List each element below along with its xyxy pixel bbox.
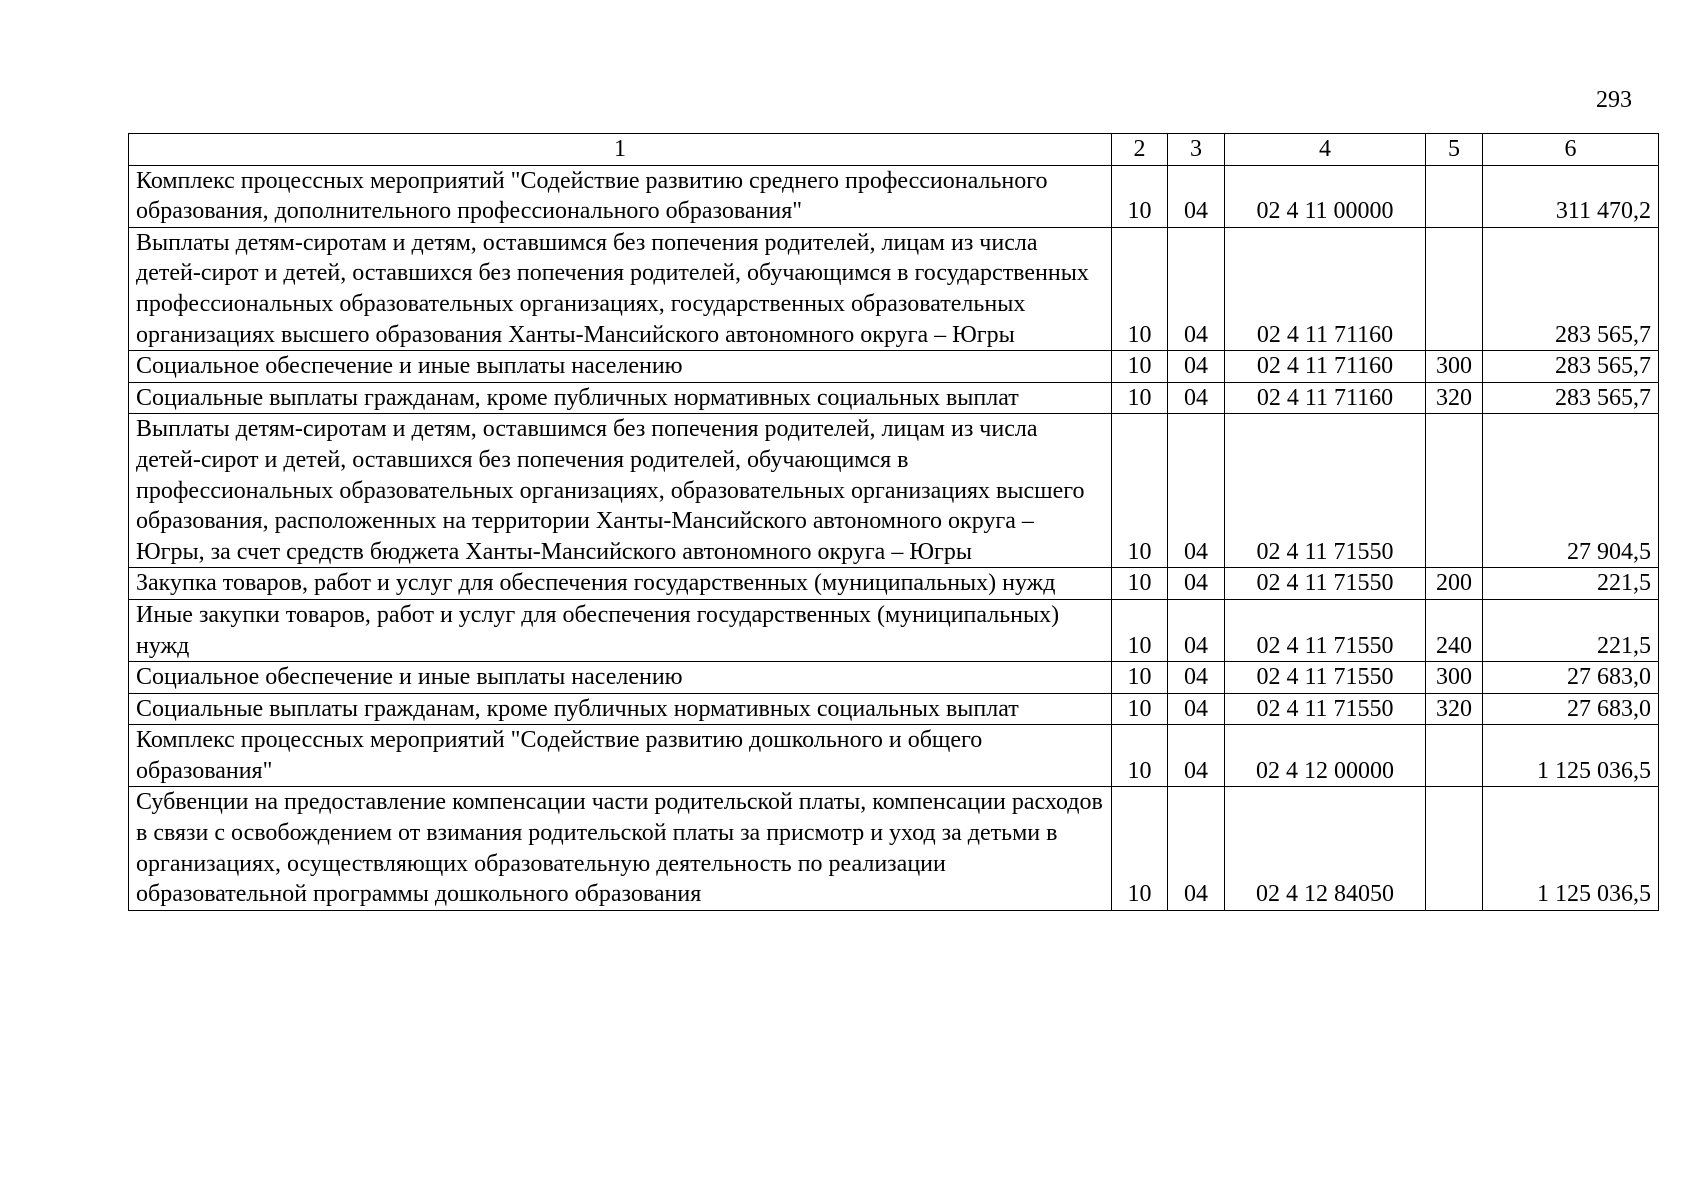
header-col-1: 1 [129,134,1112,166]
row-subsection-code: 04 [1168,382,1225,414]
table-row [129,382,1659,414]
header-col-6: 6 [1483,134,1659,166]
table-row [129,227,1659,350]
table-body [129,165,1659,910]
row-section-code: 10 [1112,693,1168,725]
row-subsection-code: 04 [1168,414,1225,568]
row-target-article-code: 02 4 11 71550 [1225,693,1426,725]
row-expense-type-code [1426,414,1483,568]
row-target-article-code: 02 4 12 84050 [1225,787,1426,910]
row-section-code: 10 [1112,227,1168,350]
row-description: Выплаты детям-сиротам и детям, оставшимся без попечения родителей, лицам из числа детей-сирот и детей, оставшихся без попечения родителей, обучающимся в профессиональных образовательных организациях, образовательных организациях высшего образования, расположенных на территории Ханты-Мансийского автономного округа – Югры, за счет средств бюджета Ханты-Мансийского автономного округа – Югры [129,414,1112,568]
table-row [129,662,1659,694]
row-target-article-code: 02 4 11 00000 [1225,165,1426,227]
row-amount: 27 683,0 [1483,693,1659,725]
row-target-article-code: 02 4 11 71160 [1225,351,1426,383]
row-amount: 283 565,7 [1483,227,1659,350]
page-number: 293 [1596,87,1632,113]
row-section-code: 10 [1112,787,1168,910]
row-amount: 221,5 [1483,599,1659,661]
row-description: Закупка товаров, работ и услуг для обеспечения государственных (муниципальных) нужд [129,568,1112,600]
table-row [129,693,1659,725]
row-section-code: 10 [1112,351,1168,383]
row-target-article-code: 02 4 11 71160 [1225,382,1426,414]
table-row [129,568,1659,600]
row-subsection-code: 04 [1168,599,1225,661]
row-amount: 311 470,2 [1483,165,1659,227]
budget-table [128,133,1659,911]
row-target-article-code: 02 4 11 71550 [1225,662,1426,694]
table-row [129,165,1659,227]
table-row [129,787,1659,910]
row-description: Социальные выплаты гражданам, кроме публичных нормативных социальных выплат [129,693,1112,725]
header-col-3: 3 [1168,134,1225,166]
row-description: Социальное обеспечение и иные выплаты населению [129,351,1112,383]
row-amount: 283 565,7 [1483,382,1659,414]
table-header-row [129,134,1659,166]
row-section-code: 10 [1112,382,1168,414]
row-description: Субвенции на предоставление компенсации части родительской платы, компенсации расходов в связи с освобождением от взимания родительской платы за присмотр и уход за детьми в организациях, осуществляющих образовательную деятельность по реализации образовательной программы дошкольного образования [129,787,1112,910]
row-amount: 221,5 [1483,568,1659,600]
row-amount: 1 125 036,5 [1483,787,1659,910]
row-section-code: 10 [1112,599,1168,661]
row-expense-type-code: 240 [1426,599,1483,661]
table-row [129,351,1659,383]
row-subsection-code: 04 [1168,165,1225,227]
row-section-code: 10 [1112,165,1168,227]
row-expense-type-code: 200 [1426,568,1483,600]
row-subsection-code: 04 [1168,227,1225,350]
row-amount: 1 125 036,5 [1483,725,1659,787]
row-amount: 283 565,7 [1483,351,1659,383]
row-expense-type-code: 320 [1426,693,1483,725]
row-subsection-code: 04 [1168,662,1225,694]
row-section-code: 10 [1112,662,1168,694]
row-expense-type-code [1426,725,1483,787]
header-col-2: 2 [1112,134,1168,166]
header-col-4: 4 [1225,134,1426,166]
row-section-code: 10 [1112,568,1168,600]
row-expense-type-code: 300 [1426,351,1483,383]
row-subsection-code: 04 [1168,568,1225,600]
table-row [129,599,1659,661]
row-amount: 27 904,5 [1483,414,1659,568]
row-target-article-code: 02 4 11 71550 [1225,568,1426,600]
row-target-article-code: 02 4 12 00000 [1225,725,1426,787]
row-expense-type-code: 300 [1426,662,1483,694]
row-description: Комплекс процессных мероприятий "Содействие развитию дошкольного и общего образования" [129,725,1112,787]
header-col-5: 5 [1426,134,1483,166]
row-description: Комплекс процессных мероприятий "Содействие развитию среднего профессионального образования, дополнительного профессионального образования" [129,165,1112,227]
row-section-code: 10 [1112,725,1168,787]
row-expense-type-code [1426,165,1483,227]
row-subsection-code: 04 [1168,725,1225,787]
row-description: Иные закупки товаров, работ и услуг для обеспечения государственных (муниципальных) нужд [129,599,1112,661]
row-description: Выплаты детям-сиротам и детям, оставшимся без попечения родителей, лицам из числа детей-сирот и детей, оставшихся без попечения родителей, обучающимся в государственных профессиональных образовательных организациях, государственных образовательных организациях высшего образования Ханты-Мансийского автономного округа – Югры [129,227,1112,350]
row-target-article-code: 02 4 11 71160 [1225,227,1426,350]
row-expense-type-code [1426,227,1483,350]
table-row [129,725,1659,787]
row-section-code: 10 [1112,414,1168,568]
row-expense-type-code [1426,787,1483,910]
row-subsection-code: 04 [1168,351,1225,383]
row-subsection-code: 04 [1168,693,1225,725]
row-description: Социальные выплаты гражданам, кроме публичных нормативных социальных выплат [129,382,1112,414]
row-expense-type-code: 320 [1426,382,1483,414]
row-subsection-code: 04 [1168,787,1225,910]
table-row [129,414,1659,568]
row-description: Социальное обеспечение и иные выплаты населению [129,662,1112,694]
row-target-article-code: 02 4 11 71550 [1225,414,1426,568]
row-target-article-code: 02 4 11 71550 [1225,599,1426,661]
row-amount: 27 683,0 [1483,662,1659,694]
